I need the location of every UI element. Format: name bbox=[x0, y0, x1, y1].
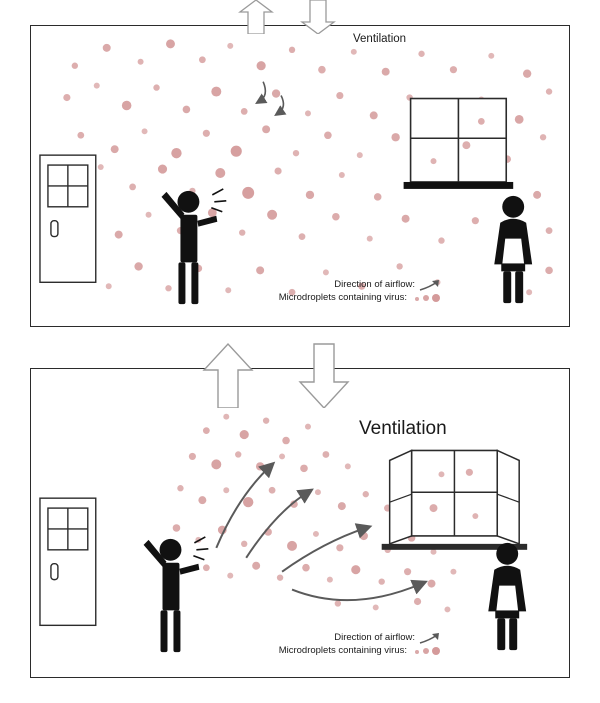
window-open-icon bbox=[382, 450, 527, 549]
vent-arrow-down-icon bbox=[302, 0, 334, 34]
droplet-small-icon bbox=[415, 297, 419, 301]
legend-droplets-label: Microdroplets containing virus: bbox=[278, 292, 407, 303]
droplet-medium-icon bbox=[423, 648, 429, 654]
droplet-swatches bbox=[411, 645, 441, 657]
legend-airflow-row bbox=[279, 631, 441, 644]
person-standing-figure bbox=[488, 543, 526, 650]
room-panel-well-ventilated bbox=[30, 368, 570, 678]
airflow-arrow-icon bbox=[419, 279, 441, 291]
door-closed-icon bbox=[40, 498, 96, 625]
droplet-swatches bbox=[411, 292, 441, 304]
vent-arrow-up-icon bbox=[204, 344, 252, 408]
window-closed-icon bbox=[404, 99, 514, 189]
legend-bottom bbox=[279, 631, 441, 657]
door-closed-icon bbox=[40, 155, 96, 282]
legend-airflow-row bbox=[279, 278, 441, 291]
legend-droplets-row bbox=[279, 291, 441, 304]
droplet-large-icon bbox=[432, 647, 440, 655]
legend-droplets-row bbox=[279, 644, 441, 657]
person-standing-figure bbox=[494, 196, 532, 303]
legend-top bbox=[279, 278, 441, 304]
vent-arrow-down-icon bbox=[300, 344, 348, 408]
airflow-arrow-icon bbox=[419, 632, 441, 644]
legend-droplets-label: Microdroplets containing virus: bbox=[278, 645, 407, 656]
ventilation-arrows-top bbox=[232, 0, 352, 34]
ventilation-label-top: Ventilation bbox=[353, 33, 407, 45]
vent-arrow-up-icon bbox=[240, 0, 272, 34]
room-panel-poorly-ventilated bbox=[30, 25, 570, 327]
droplet-small-icon bbox=[415, 650, 419, 654]
legend-airflow-label: Direction of airflow: bbox=[334, 632, 415, 643]
droplet-large-icon bbox=[432, 294, 440, 302]
ventilation-label-bottom: Ventilation bbox=[359, 418, 447, 439]
ventilation-arrows-bottom bbox=[196, 342, 376, 408]
airflow-arrows-top bbox=[259, 82, 283, 114]
person-coughing-figure bbox=[144, 537, 209, 652]
droplet-medium-icon bbox=[423, 295, 429, 301]
legend-airflow-label: Direction of airflow: bbox=[334, 279, 415, 290]
